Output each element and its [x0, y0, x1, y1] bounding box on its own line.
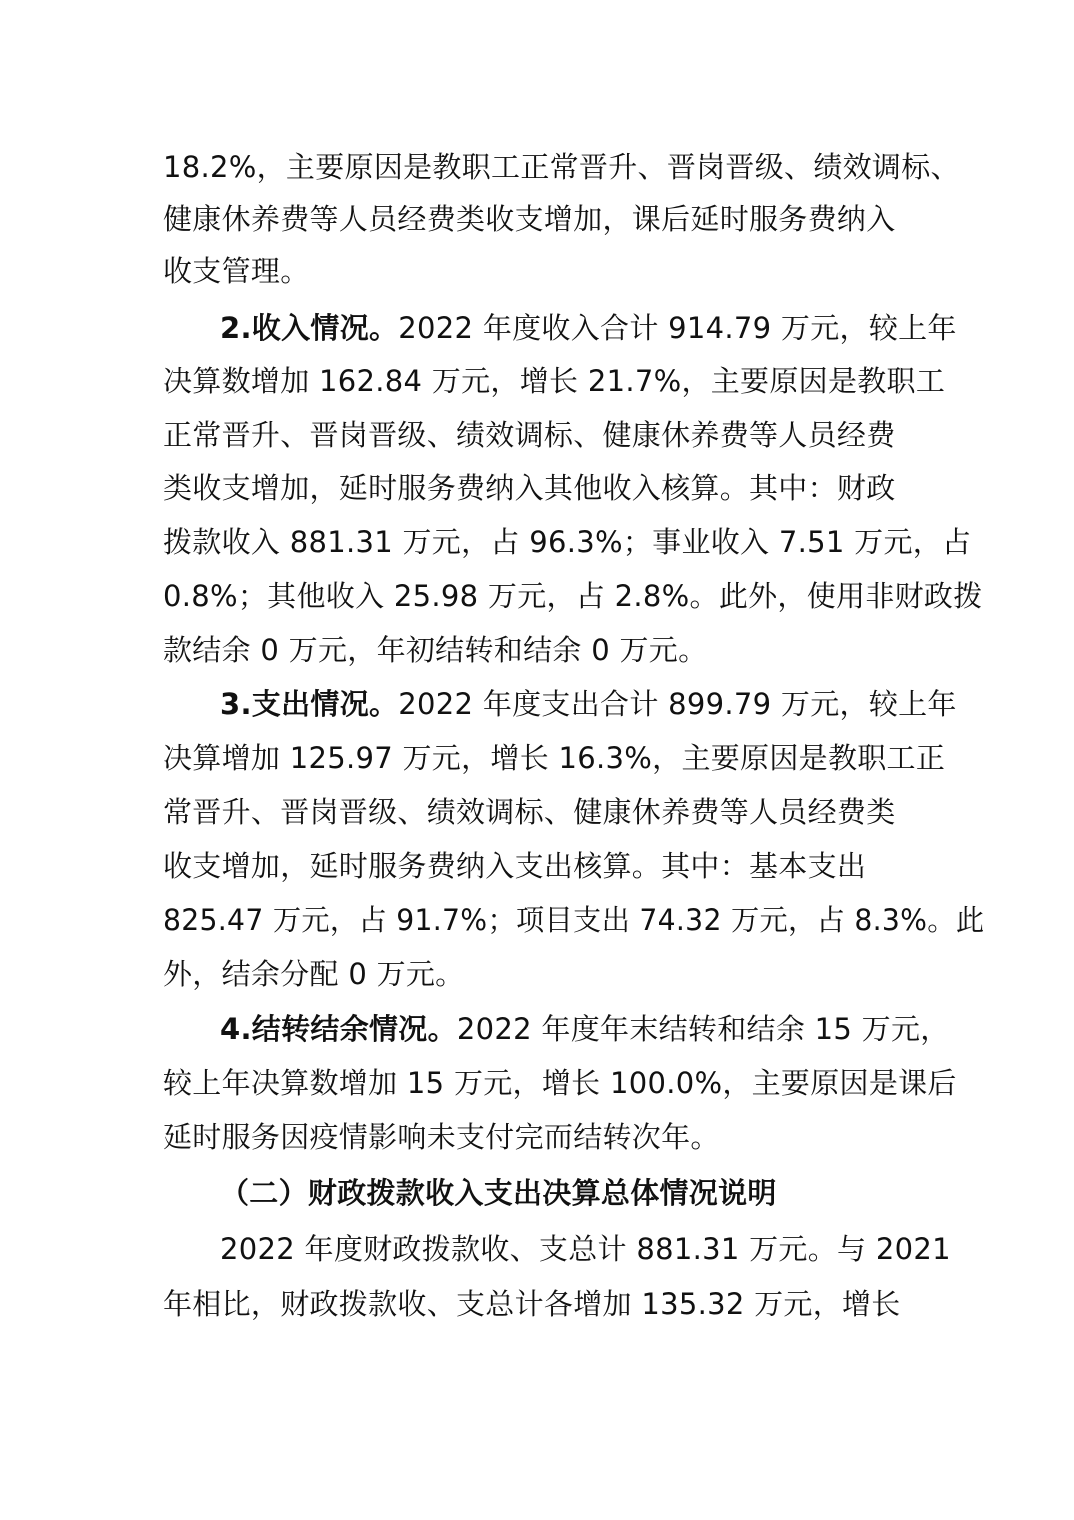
text-line: 延时服务因疫情影响未支付完而结转次年。	[163, 1120, 720, 1154]
text-line: 决算增加 125.97 万元，增长 16.3%，主要原因是教职工正	[163, 741, 946, 775]
text-line: 拨款收入 881.31 万元，占 96.3%；事业收入 7.51 万元，占	[163, 525, 972, 559]
text-line: 825.47 万元，占 91.7%；项目支出 74.32 万元，占 8.3%。此	[163, 903, 985, 937]
text-line: 健康休养费等人员经费类收支增加，课后延时服务费纳入	[163, 202, 896, 236]
text-line: 决算数增加 162.84 万元，增长 21.7%，主要原因是教职工	[163, 364, 946, 398]
text-line: 18.2%，主要原因是教职工正常晋升、晋岗晋级、绩效调标、	[163, 150, 960, 184]
text-line: 2022 年度财政拨款收、支总计 881.31 万元。与 2021	[220, 1232, 951, 1266]
carryover-heading: 4.结转结余情况。	[220, 1012, 457, 1046]
text-line: 较上年决算数增加 15 万元，增长 100.0%，主要原因是课后	[163, 1066, 957, 1100]
text-line: 外，结余分配 0 万元。	[163, 957, 465, 991]
text-line: 类收支增加，延时服务费纳入其他收入核算。其中：财政	[163, 471, 896, 505]
text-line: 款结余 0 万元，年初结转和结余 0 万元。	[163, 633, 708, 667]
text-line: 年相比，财政拨款收、支总计各增加 135.32 万元，增长	[163, 1287, 901, 1321]
text-line: 正常晋升、晋岗晋级、绩效调标、健康休养费等人员经费	[163, 418, 896, 452]
carryover-paragraph-first-line: 4.结转结余情况。2022 年度年末结转和结余 15 万元，	[220, 1012, 950, 1046]
text-line: 0.8%；其他收入 25.98 万元，占 2.8%。此外，使用非财政拨	[163, 579, 983, 613]
section-heading: （二）财政拨款收入支出决算总体情况说明	[220, 1176, 777, 1210]
income-paragraph-first-line: 2.收入情况。2022 年度收入合计 914.79 万元，较上年	[220, 311, 957, 345]
expenditure-paragraph-first-line: 3.支出情况。2022 年度支出合计 899.79 万元，较上年	[220, 687, 957, 721]
income-heading: 2.收入情况。	[220, 311, 399, 345]
text-line: 收支增加，延时服务费纳入支出核算。其中：基本支出	[163, 849, 867, 883]
text-line: 常晋升、晋岗晋级、绩效调标、健康休养费等人员经费类	[163, 795, 896, 829]
expenditure-heading: 3.支出情况。	[220, 687, 399, 721]
text-line: 收支管理。	[163, 254, 310, 288]
